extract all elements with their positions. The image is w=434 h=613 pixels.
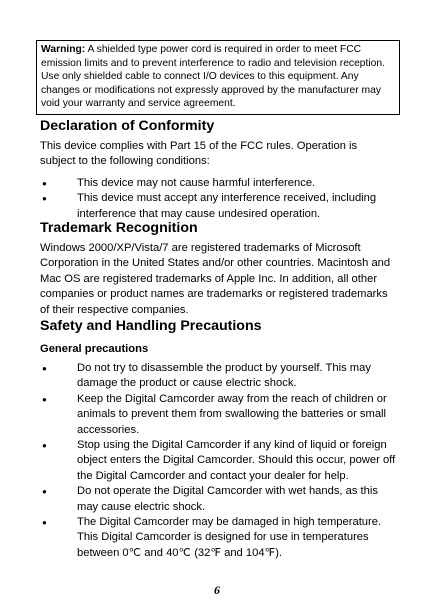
page-number: 6 [214, 583, 220, 597]
safety-list [40, 361, 400, 561]
list-item [40, 484, 400, 515]
conformity-heading: Declaration of Conformity [40, 118, 215, 134]
warning-label: Warning: [41, 44, 86, 55]
list-item-text: Do not try to disassemble the product by yourself. This may damage the product or cause electric shock. [77, 362, 371, 390]
list-item-text: Do not operate the Digital Camcorder with wet hands, as this may cause electric shock. [77, 485, 378, 513]
list-item-text: Stop using the Digital Camcorder if any kind of liquid or foreign object enters the Digital Camcorder. Should this occur, power off the Digital Camcorder and contact your dealer for help. [77, 439, 396, 482]
list-item [40, 191, 400, 222]
list-item [40, 515, 400, 561]
bullet-icon: ● [42, 518, 47, 528]
bullet-icon: ● [42, 441, 47, 451]
warning-box [36, 40, 400, 115]
conformity-list [40, 176, 400, 222]
list-item-text: The Digital Camcorder may be damaged in high temperature. This Digital Camcorder is designed for use in temperatures between 0℃ and 40℃ (32℉ and 104℉). [77, 516, 382, 559]
list-item-text: This device must accept any interference received, including interference that may cause undesired operation. [77, 192, 377, 220]
conformity-body: This device complies with Part 15 of the FCC rules. Operation is subject to the following conditions: [40, 140, 358, 168]
list-item [40, 438, 400, 484]
safety-heading: Safety and Handling Precautions [40, 318, 262, 334]
trademark-body: Windows 2000/XP/Vista/7 are registered trademarks of Microsoft Corporation in the United States and/or other countries. Macintosh and Mac OS are registered trademarks of Apple Inc. In addition, all other companies or product names are trademarks or registered trademarks of their respective companies. [40, 242, 391, 316]
list-item-text: Keep the Digital Camcorder away from the reach of children or animals to prevent them from swallowing the batteries or small accessories. [77, 392, 387, 436]
list-item [40, 176, 400, 191]
bullet-icon: ● [42, 394, 47, 404]
list-item [40, 392, 400, 438]
bullet-icon: ● [42, 487, 47, 497]
bullet-icon: ● [42, 179, 47, 188]
trademark-heading: Trademark Recognition [40, 220, 198, 236]
list-item-text: This device may not cause harmful interference. [77, 177, 316, 189]
bullet-icon: ● [42, 194, 47, 204]
safety-subheading: General precautions [40, 343, 149, 355]
warning-text: A shielded type power cord is required in order to meet FCC emission limits and to prevent interference to radio and television reception. Use only shielded cable to connect I/O devices to this equipment. Any changes or modifications not expressly approved by the manufacturer may void your warranty and service agreement. [41, 44, 385, 110]
list-item [40, 361, 400, 392]
bullet-icon: ● [42, 364, 47, 373]
